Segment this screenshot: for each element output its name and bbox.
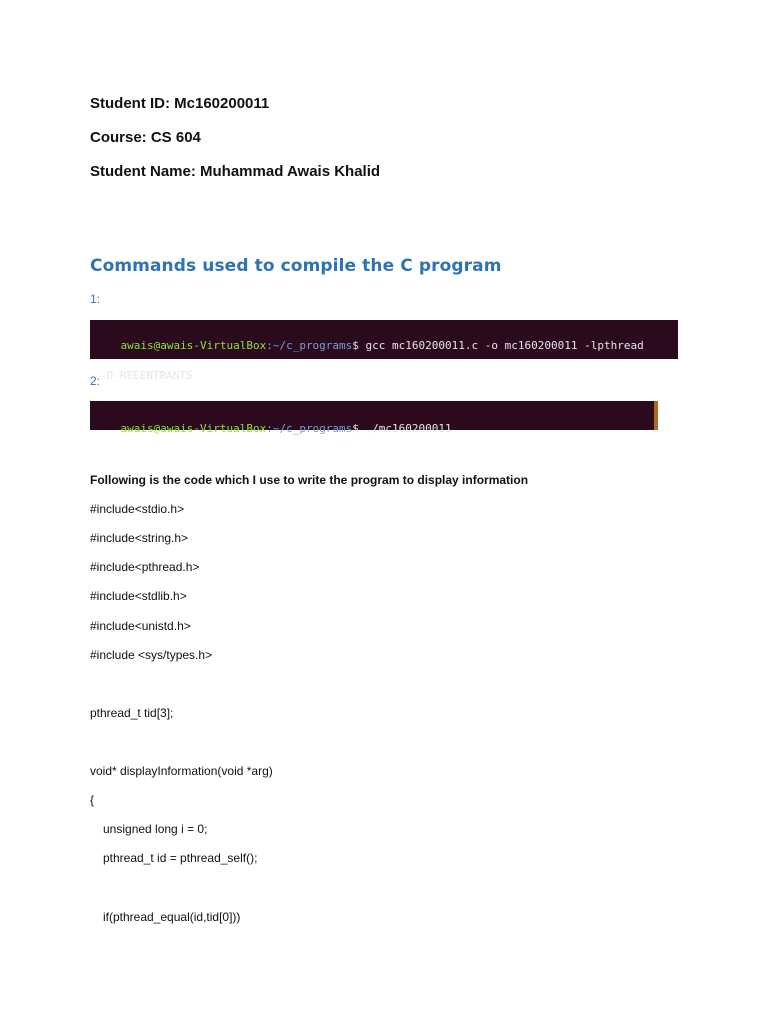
terminal-command: $ ./mc160200011 <box>352 422 452 435</box>
code-intro-text: Following is the code which I use to write the program to display information <box>90 473 529 487</box>
terminal-prompt: awais@awais-VirtualBox <box>120 422 267 435</box>
terminal-path: :~/c_programs <box>266 339 353 352</box>
section-heading: Commands used to compile the C program <box>90 256 502 276</box>
code-line: #include<string.h> <box>90 531 189 545</box>
code-line: pthread_t id = pthread_self(); <box>103 851 258 865</box>
course: Course: CS 604 <box>90 129 201 146</box>
code-line: #include <sys/types.h> <box>90 648 213 662</box>
student-name: Student Name: Muhammad Awais Khalid <box>90 163 381 180</box>
command-number-1: 1: <box>90 292 101 306</box>
code-line: #include<stdlib.h> <box>90 589 187 603</box>
terminal-edge <box>654 401 658 430</box>
command-number-2: 2: <box>90 374 101 388</box>
terminal-prompt: awais@awais-VirtualBox <box>120 339 267 352</box>
code-line: #include<unistd.h> <box>90 619 191 633</box>
code-line: void* displayInformation(void *arg) <box>90 764 273 778</box>
code-line: if(pthread_equal(id,tid[0])) <box>103 910 241 924</box>
code-line: { <box>90 793 95 807</box>
student-id: Student ID: Mc160200011 <box>90 95 270 112</box>
terminal-command: $ gcc mc160200011.c -o mc160200011 -lpthread <box>352 339 644 352</box>
terminal-path: :~/c_programs <box>266 422 353 435</box>
code-line: #include<pthread.h> <box>90 560 200 574</box>
code-line: unsigned long i = 0; <box>103 822 208 836</box>
terminal-continuation: -D_REEENTRANTS <box>100 369 193 382</box>
terminal-screenshot-2 <box>90 401 658 435</box>
code-line: #include<stdio.h> <box>90 502 185 516</box>
code-line: pthread_t tid[3]; <box>90 706 174 720</box>
terminal-screenshot-1 <box>90 320 678 382</box>
